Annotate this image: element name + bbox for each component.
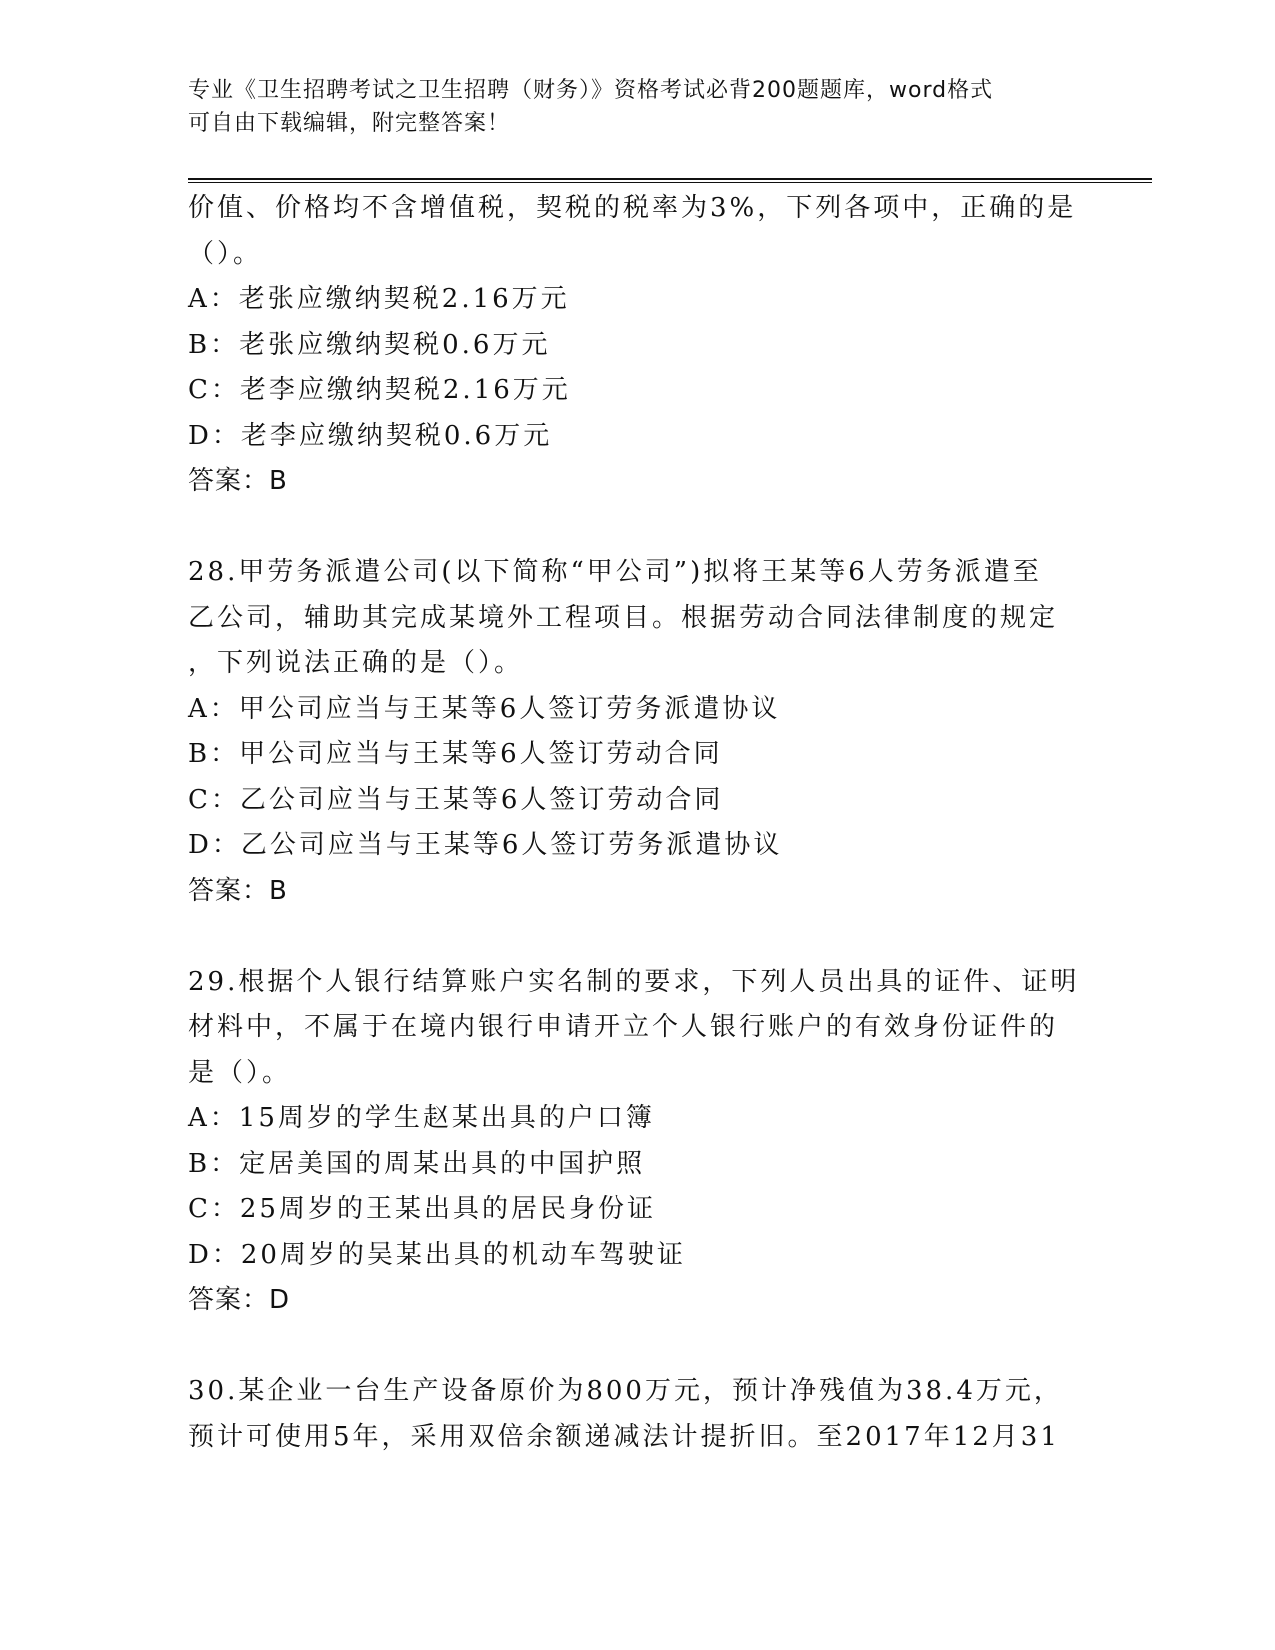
question-stem-line: 预计可使用5年，采用双倍余额递减法计提折旧。至2017年12月31 — [188, 1421, 1060, 1452]
question-content — [188, 186, 1088, 1460]
question-30 — [188, 1369, 1088, 1460]
header-divider-thick — [188, 178, 1152, 180]
option-a: A：15周岁的学生赵某出具的户口簿 — [188, 1103, 655, 1133]
question-stem-line: 乙公司，辅助其完成某境外工程项目。根据劳动合同法律制度的规定 — [188, 602, 1059, 633]
answer: 答案：B — [188, 466, 288, 496]
question-stem-line: 价值、价格均不含增值税，契税的税率为3%，下列各项中，正确的是 — [188, 193, 1077, 223]
answer: 答案：D — [188, 1285, 291, 1315]
question-stem-line: 29.根据个人银行结算账户实名制的要求，下列人员出具的证件、证明 — [188, 966, 1080, 997]
option-d: D：老李应缴纳契税0.6万元 — [188, 420, 553, 451]
option-d: D：20周岁的吴某出具的机动车驾驶证 — [188, 1239, 686, 1270]
answer: 答案：B — [188, 875, 288, 906]
option-c: C：25周岁的王某出具的居民身份证 — [188, 1194, 656, 1224]
header-line-1: 专业《卫生招聘考试之卫生招聘（财务）》资格考试必背200题题库，word格式 — [188, 78, 994, 103]
spacer — [188, 505, 1088, 551]
option-c: C：乙公司应当与王某等6人签订劳动合同 — [188, 784, 724, 815]
question-stem-line: ，下列说法正确的是（）。 — [188, 648, 524, 678]
option-c: C：老李应缴纳契税2.16万元 — [188, 375, 571, 405]
header-divider-thin — [188, 182, 1152, 183]
option-d: D：乙公司应当与王某等6人签订劳务派遣协议 — [188, 830, 783, 860]
question-27 — [188, 186, 1088, 505]
question-stem-line: 28.甲劳务派遣公司(以下简称“甲公司”)拟将王某等6人劳务派遣至 — [188, 557, 1042, 587]
option-b: B：定居美国的周某出具的中国护照 — [188, 1148, 646, 1179]
option-a: A：甲公司应当与王某等6人签订劳务派遣协议 — [188, 693, 781, 724]
question-stem-line: 材料中，不属于在境内银行申请开立个人银行账户的有效身份证件的 — [188, 1012, 1059, 1042]
spacer — [188, 914, 1088, 960]
question-28 — [188, 550, 1088, 914]
option-b: B：甲公司应当与王某等6人签订劳动合同 — [188, 739, 723, 769]
question-stem-line: （）。 — [188, 238, 263, 269]
question-stem-line: 30.某企业一台生产设备原价为800万元，预计净残值为38.4万元， — [188, 1376, 1063, 1406]
option-b: B：老张应缴纳契税0.6万元 — [188, 329, 551, 360]
option-a: A：老张应缴纳契税2.16万元 — [188, 284, 570, 314]
header-line-2: 可自由下载编辑，附完整答案！ — [188, 111, 511, 136]
spacer — [188, 1324, 1088, 1370]
question-stem-line: 是（）。 — [188, 1057, 292, 1088]
document-header — [188, 74, 1068, 140]
question-29 — [188, 960, 1088, 1324]
